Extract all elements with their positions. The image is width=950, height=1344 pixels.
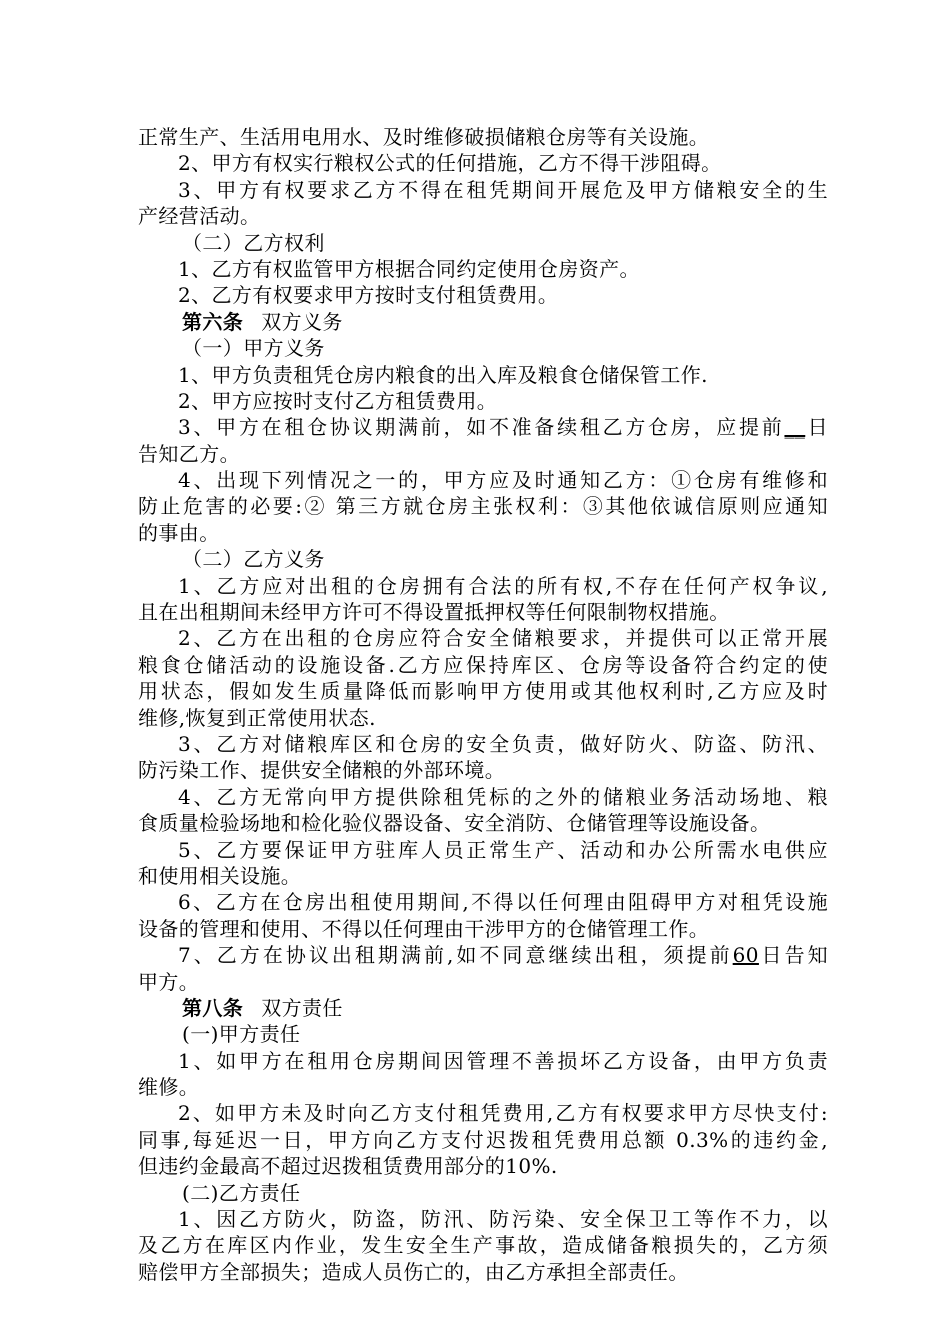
text-line: 4、乙方无常向甲方提供除租凭标的之外的储粮业务活动场地、粮 (178, 784, 828, 809)
clause-text: 3、甲方在租仓协议期满前，如不准备续租乙方仓房，应提前 (178, 415, 785, 440)
text-line: 维修,恢复到正常使用状态. (138, 705, 376, 730)
text-line: 及乙方在库区内作业，发生安全生产事故，造成储备粮损失的，乙方须 (138, 1233, 828, 1258)
text-line: 维修。 (138, 1075, 200, 1100)
text-line: 用状态，假如发生质量降低而影响甲方使用或其他权利时,乙方应及时 (138, 679, 828, 704)
text-line: 且在出租期间未经甲方许可不得设置抵押权等任何限制物权措施。 (138, 600, 730, 625)
text-line: 防污染工作、提供安全储粮的外部环境。 (138, 758, 506, 783)
text-line: 和使用相关设施。 (138, 863, 302, 888)
text-line: 告知乙方。 (138, 441, 240, 466)
article-title: 双方责任 (261, 995, 343, 1020)
text-line: 同事,每延迟一日，甲方向乙方支付迟拨租凭费用总额 0.3%的违约金, (138, 1127, 828, 1152)
text-line: 1、乙方应对出租的仓房拥有合法的所有权,不存在任何产权争议, (178, 573, 828, 598)
text-line: （二）乙方权利 (182, 230, 325, 255)
text-line: 1、乙方有权监管甲方根据合同约定使用仓房资产。 (178, 256, 640, 281)
text-line: 甲方。 (138, 969, 200, 994)
clause-text: 日告知 (758, 943, 828, 968)
text-line: 2、甲方应按时支付乙方租赁费用。 (178, 388, 498, 413)
text-line: 2、甲方有权实行粮权公式的任何措施，乙方不得干涉阻碍。 (178, 151, 722, 176)
text-line: 3、甲方有权要求乙方不得在租凭期间开展危及甲方储粮安全的生 (178, 177, 828, 202)
article-number: 第六条 (182, 309, 244, 334)
text-line: 1、甲方负责租凭仓房内粮食的出入库及粮食仓储保管工作. (178, 362, 708, 387)
text-line: (二)乙方责任 (182, 1180, 301, 1205)
text-line: 但违约金最高不超过迟拨租赁费用部分的10%. (138, 1154, 558, 1179)
text-line: 食质量检验场地和检化验仪器设备、安全消防、仓储管理等设施设备。 (138, 811, 771, 836)
text-line: （一）甲方义务 (182, 336, 325, 361)
blank-days-field: __ (784, 415, 806, 440)
text-line (138, 309, 828, 335)
text-line: 6、乙方在仓房出租使用期间,不得以任何理由阻碍甲方对租凭设施 (178, 890, 828, 915)
text-line: 5、乙方要保证甲方驻库人员正常生产、活动和办公所需水电供应 (178, 837, 828, 862)
text-line: (一)甲方责任 (182, 1022, 301, 1047)
contract-text (138, 124, 828, 1285)
text-line: （二）乙方义务 (182, 547, 325, 572)
text-line: 粮食仓储活动的设施设备.乙方应保持库区、仓房等设备符合约定的使 (138, 652, 828, 677)
text-line: 4、出现下列情况之一的，甲方应及时通知乙方：①仓房有维修和 (178, 468, 828, 493)
text-line: 赔偿甲方全部损失；造成人员伤亡的，由乙方承担全部责任。 (138, 1259, 689, 1284)
text-line: 防止危害的必要:② 第三方就仓房主张权利：③其他依诚信原则应通知 (138, 494, 828, 519)
clause-text: 日 (805, 415, 828, 440)
text-line: 产经营活动。 (138, 204, 261, 229)
notice-days-value: 60 (732, 943, 759, 968)
article-title: 双方义务 (261, 309, 343, 334)
article-number: 第八条 (182, 995, 244, 1020)
text-line: 2、如甲方未及时向乙方支付租凭费用,乙方有权要求甲方尽快支付: (178, 1101, 828, 1126)
text-line: 2、乙方在出租的仓房应符合安全储粮要求，并提供可以正常开展 (178, 626, 828, 651)
text-line: 的事由。 (138, 520, 220, 545)
text-line: 设备的管理和使用、不得以任何理由干涉甲方的仓储管理工作。 (138, 916, 710, 941)
text-line: 1、如甲方在租用仓房期间因管理不善损坏乙方设备，由甲方负责 (178, 1048, 828, 1073)
text-line: 2、乙方有权要求甲方按时支付租赁费用。 (178, 283, 559, 308)
text-line: 1、因乙方防火，防盗，防汛、防污染、安全保卫工等作不力，以 (178, 1207, 828, 1232)
text-line (138, 995, 828, 1021)
text-line (138, 414, 828, 440)
text-line (138, 942, 828, 968)
text-line: 3、乙方对储粮库区和仓房的安全负责，做好防火、防盗、防汛、 (178, 731, 828, 756)
clause-text: 7、乙方在协议出租期满前,如不同意继续出租，须提前 (178, 943, 733, 968)
text-line: 正常生产、生活用电用水、及时维修破损储粮仓房等有关设施。 (138, 125, 710, 149)
